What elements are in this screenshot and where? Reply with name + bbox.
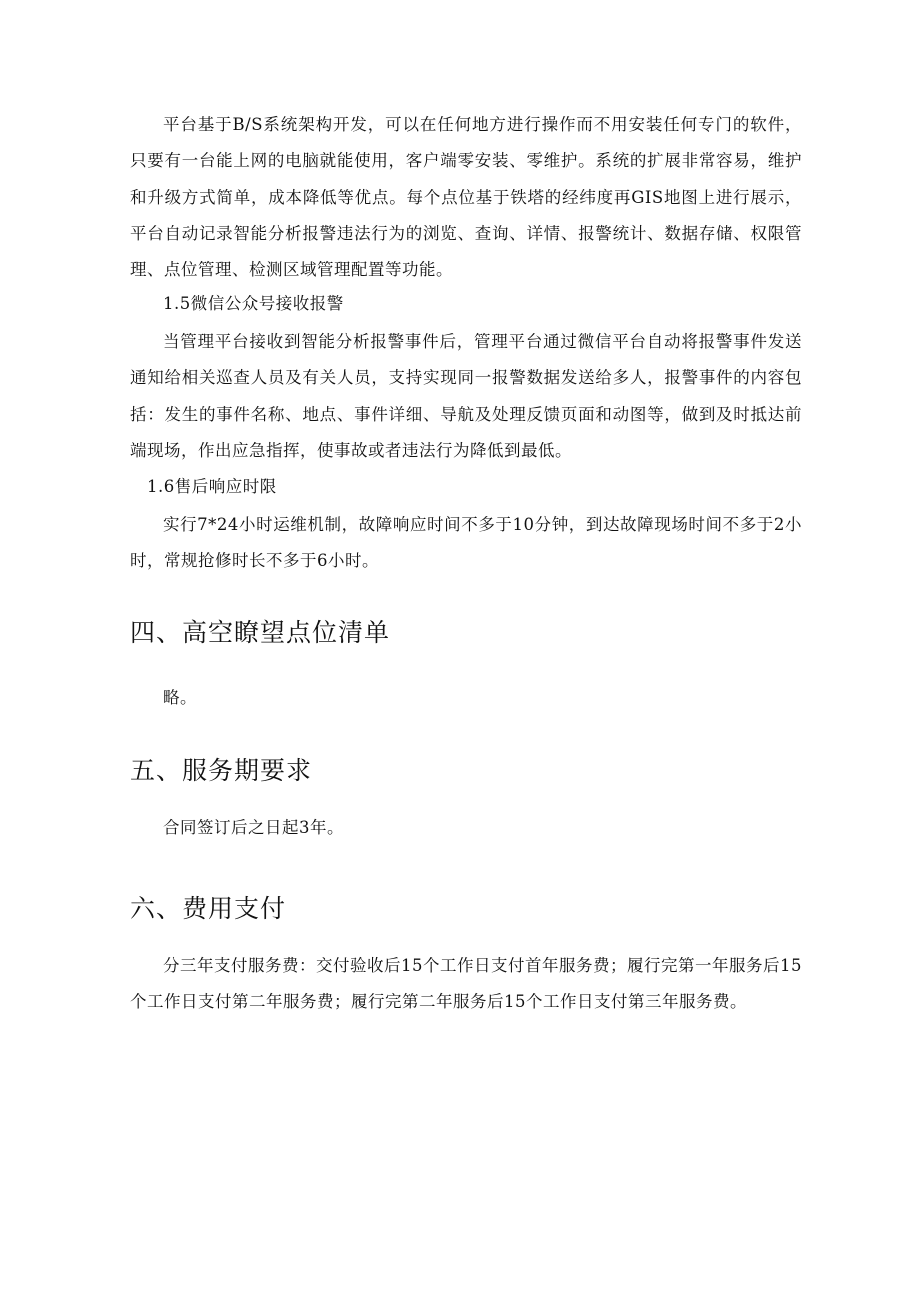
intro-paragraph: 平台基于B/S系统架构开发，可以在任何地方进行操作而不用安装任何专门的软件，只要有一台能上网的电脑就能使用，客户端零安装、零维护。系统的扩展非常容易，维护和升级方式简单，成本降低等优点。每个点位基于铁塔的经纬度再GIS地图上进行展示，平台自动记录智能分析报警违法行为的浏览、查询、详情、报警统计、数据存储、权限管理、点位管理、检测区域管理配置等功能。 — [130, 115, 802, 280]
section-1-5-title: 1.5微信公众号接收报警 — [163, 294, 344, 313]
section-5-body: 合同签订后之日起3年。 — [163, 818, 344, 837]
section-4-heading: 四、高空瞭望点位清单 — [130, 618, 391, 647]
section-4-body: 略。 — [163, 688, 197, 707]
section-5-heading: 五、服务期要求 — [130, 756, 313, 785]
section-6-heading: 六、费用支付 — [130, 894, 287, 923]
section-1-6-paragraph: 实行7*24小时运维机制，故障响应时间不多于10分钟，到达故障现场时间不多于2小时，常规抢修时长不多于6小时。 — [130, 515, 802, 571]
section-1-6-title: 1.6售后响应时限 — [147, 477, 277, 496]
section-1-5-paragraph: 当管理平台接收到智能分析报警事件后，管理平台通过微信平台自动将报警事件发送通知给相关巡查人员及有关人员，支持实现同一报警数据发送给多人，报警事件的内容包括：发生的事件名称、地点、事件详细、导航及处理反馈页面和动图等，做到及时抵达前端现场，作出应急指挥，使事故或者违法行为降低到最低。 — [130, 332, 802, 460]
section-6-paragraph: 分三年支付服务费：交付验收后15个工作日支付首年服务费；履行完第一年服务后15个工作日支付第二年服务费；履行完第二年服务后15个工作日支付第三年服务费。 — [130, 956, 802, 1012]
